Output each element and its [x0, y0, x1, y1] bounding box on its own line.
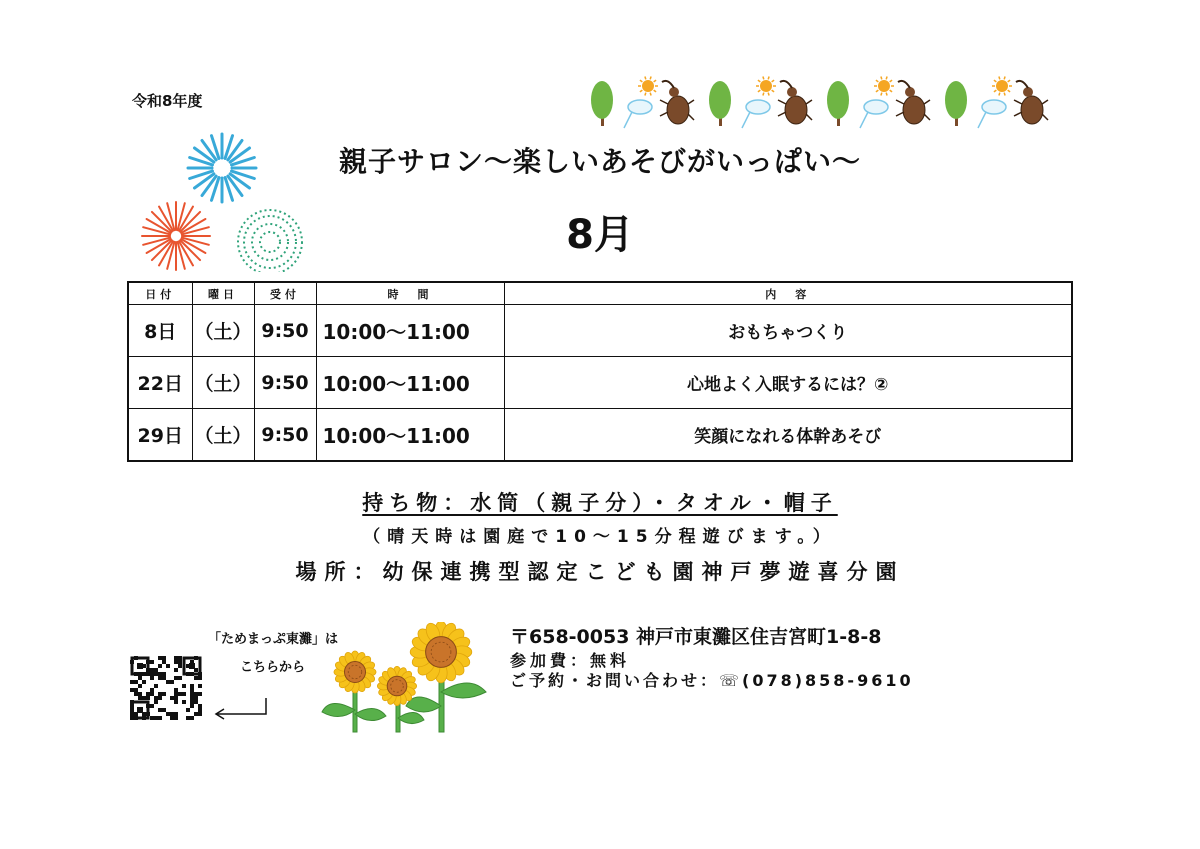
address: 〒658-0053 神戸市東灘区住吉宮町1-8-8: [510, 626, 882, 648]
table-header-row: [128, 282, 1072, 305]
table-row: [128, 357, 1072, 409]
row-content: 笑顔になれる体幹あそび: [504, 409, 1072, 462]
header-content: 内 容: [504, 282, 1072, 305]
sunflower-icon: [320, 622, 490, 734]
page-title: 親子サロン～楽しいあそびがいっぱい～: [338, 145, 861, 178]
nature-decoration: [588, 76, 1058, 132]
row-content: おもちゃつくり: [504, 305, 1072, 357]
row-reception: 9:50: [254, 305, 316, 357]
app-link-here: こちらから: [240, 660, 306, 675]
month-heading: 8月: [566, 212, 634, 258]
row-date: 22日: [128, 357, 192, 409]
header-day: 曜日: [192, 282, 254, 305]
weather-note: （晴天時は園庭で10～15分程遊びます。）: [363, 527, 837, 547]
schedule-table: [127, 281, 1073, 462]
row-day: （土）: [192, 357, 254, 409]
row-day: （土）: [192, 305, 254, 357]
row-date: 8日: [128, 305, 192, 357]
header-time: 時 間: [316, 282, 504, 305]
row-time: 10:00～11:00: [316, 357, 504, 409]
row-reception: 9:50: [254, 357, 316, 409]
app-link-name: 「ためまっぷ東灘」は: [208, 632, 339, 647]
fee-info: 参加費：無料: [510, 651, 631, 670]
header-date: 日付: [128, 282, 192, 305]
row-date: 29日: [128, 409, 192, 462]
row-day: （土）: [192, 409, 254, 462]
belongings-note: [0, 487, 1200, 517]
row-time: 10:00～11:00: [316, 409, 504, 462]
belongings-text: 持ち物：水筒（親子分）・タオル・帽子: [362, 491, 838, 515]
header-reception: 受付: [254, 282, 316, 305]
row-reception: 9:50: [254, 409, 316, 462]
reservation-phone: ご予約・お問い合わせ：☏(078)858-9610: [510, 671, 914, 690]
table-row: [128, 409, 1072, 462]
table-row: [128, 305, 1072, 357]
arrow-left-icon: [212, 696, 272, 720]
fiscal-year: 令和8年度: [132, 92, 203, 110]
venue-note: 場所：幼保連携型認定こども園神戸夢遊喜分園: [295, 560, 905, 584]
row-time: 10:00～11:00: [316, 305, 504, 357]
qr-code-icon[interactable]: [130, 656, 202, 720]
fireworks-icon: [140, 132, 320, 272]
row-content: 心地よく入眠するには？②: [504, 357, 1072, 409]
